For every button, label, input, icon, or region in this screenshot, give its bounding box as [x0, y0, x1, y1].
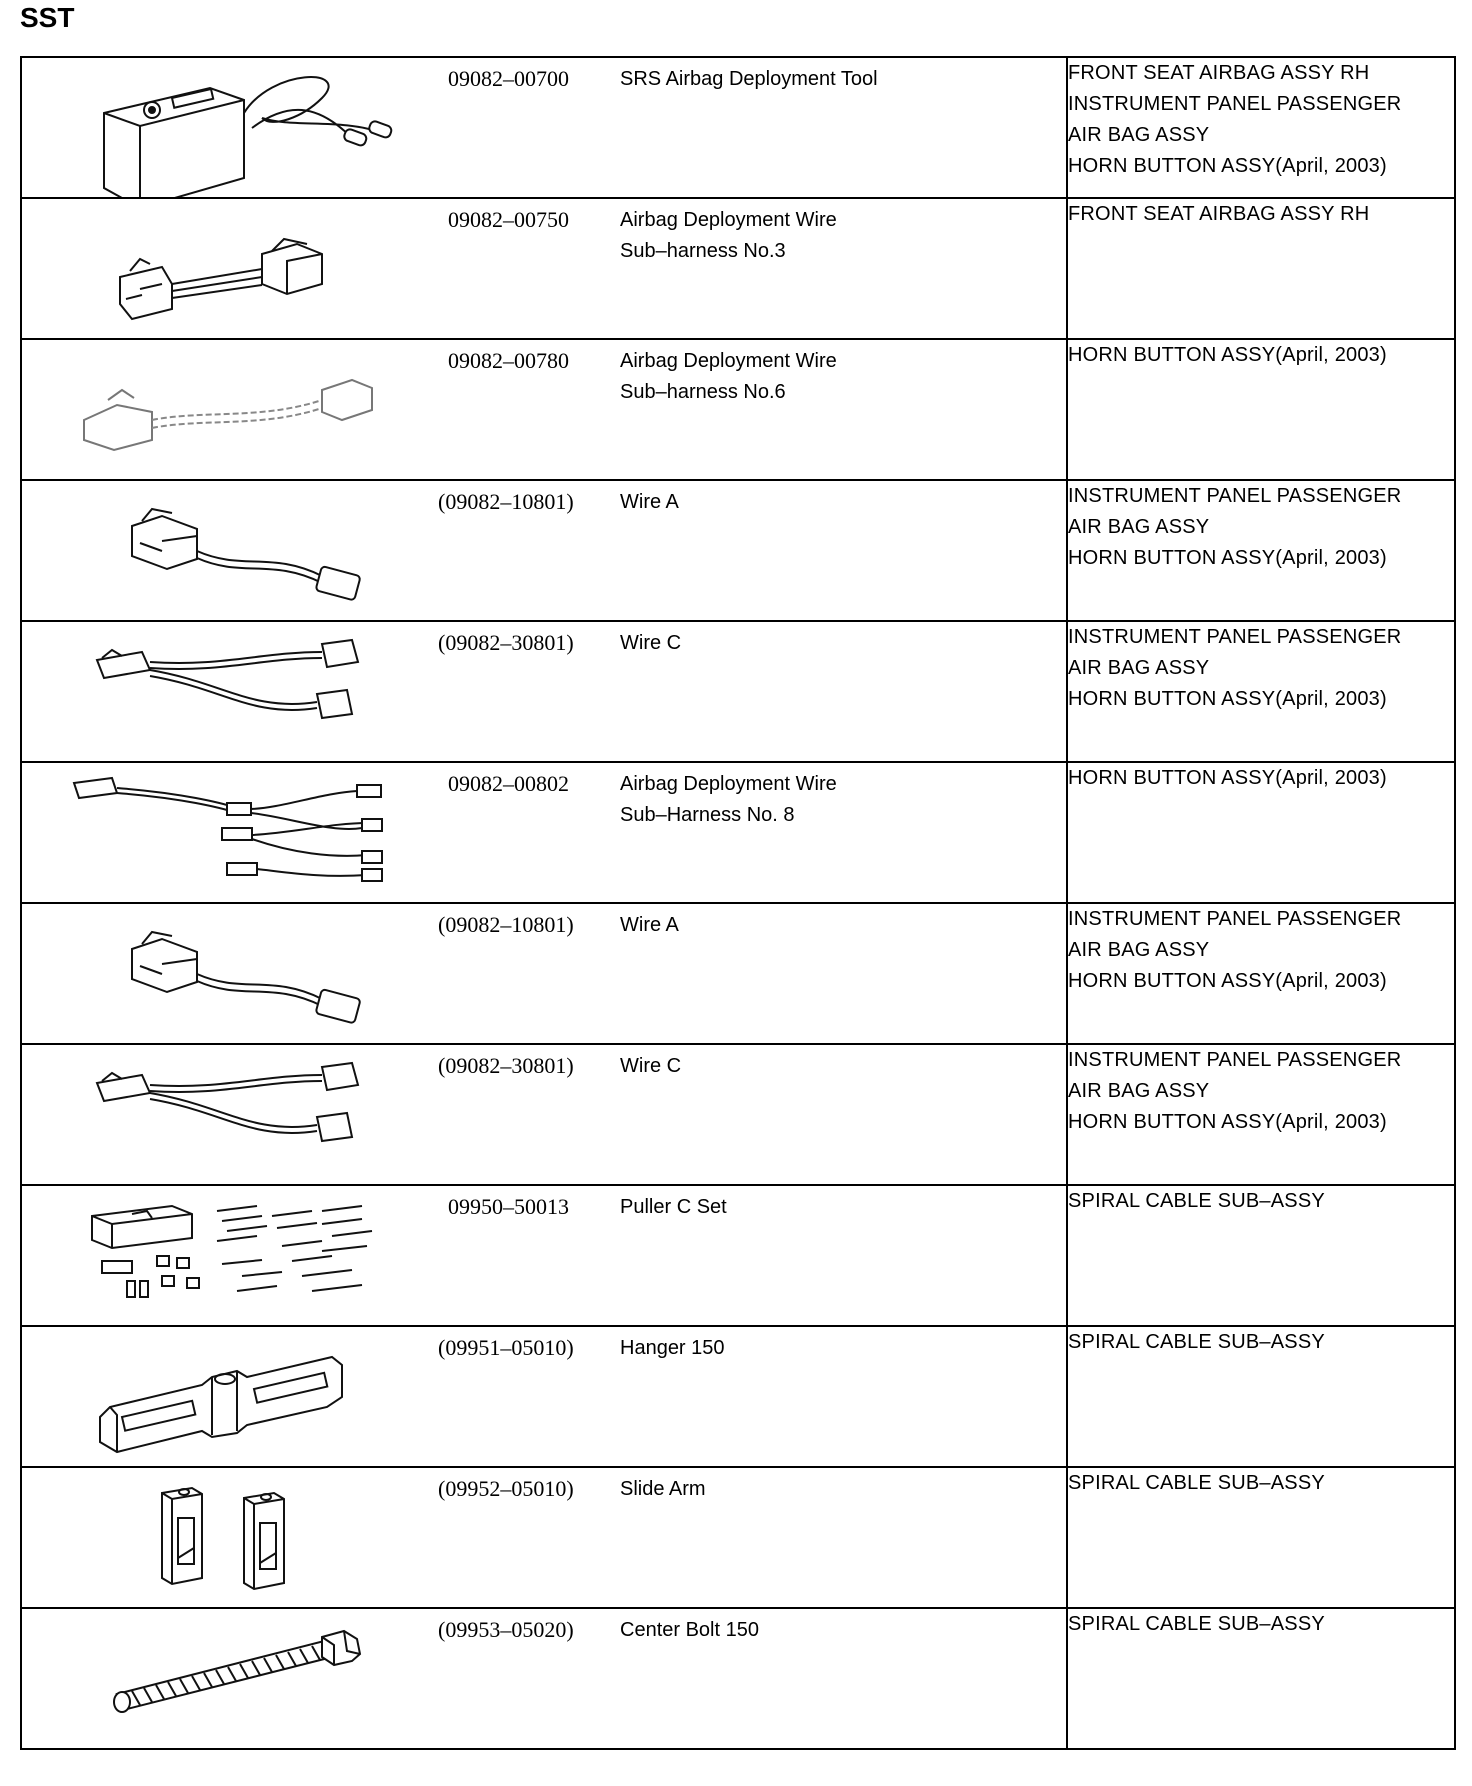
- tool-cell: [21, 57, 1067, 198]
- wire-c-illustration: [22, 1045, 442, 1184]
- application-item: FRONT SEAT AIRBAG ASSY RH: [1068, 62, 1370, 84]
- tool-name: [620, 1051, 1060, 1082]
- applications-cell: [1067, 480, 1455, 621]
- tool-cell: [21, 480, 1067, 621]
- application-item: AIR BAG ASSY: [1068, 657, 1210, 679]
- application-item: AIR BAG ASSY: [1068, 1080, 1210, 1102]
- part-number: 09082–00750: [448, 207, 569, 232]
- tool-name-line: Airbag Deployment Wire: [620, 773, 837, 795]
- applications-cell: [1067, 762, 1455, 903]
- application-item: INSTRUMENT PANEL PASSENGER: [1068, 626, 1402, 648]
- application-item: FRONT SEAT AIRBAG ASSY RH: [1068, 203, 1370, 225]
- table-row: [21, 621, 1455, 762]
- table-row: [21, 480, 1455, 621]
- table-row: [21, 903, 1455, 1044]
- tool-cell: [21, 1467, 1067, 1608]
- tool-name-line: SRS Airbag Deployment Tool: [620, 68, 878, 90]
- application-item: INSTRUMENT PANEL PASSENGER: [1068, 1049, 1402, 1071]
- part-number: (09952–05010): [438, 1476, 574, 1501]
- part-number: 09082–00802: [448, 771, 569, 796]
- applications-cell: [1067, 1326, 1455, 1467]
- application-item: HORN BUTTON ASSY(April, 2003): [1068, 970, 1387, 992]
- tool-name-line: Wire A: [620, 491, 679, 513]
- tool-name-line: Puller C Set: [620, 1196, 727, 1218]
- part-number: (09951–05010): [438, 1335, 574, 1360]
- table-row: [21, 1044, 1455, 1185]
- application-item: HORN BUTTON ASSY(April, 2003): [1068, 1111, 1387, 1133]
- applications-cell: [1067, 1608, 1455, 1749]
- application-item: SPIRAL CABLE SUB–ASSY: [1068, 1331, 1325, 1353]
- application-item: INSTRUMENT PANEL PASSENGER: [1068, 908, 1402, 930]
- tool-name: [620, 628, 1060, 659]
- applications-cell: [1067, 1044, 1455, 1185]
- tool-name-line: Slide Arm: [620, 1478, 706, 1500]
- tool-cell: [21, 1185, 1067, 1326]
- sub-harness-no6-illustration: [22, 340, 442, 479]
- wire-c-illustration: [22, 622, 442, 761]
- tool-name: [620, 205, 1060, 267]
- tool-name-line: Sub–Harness No. 8: [620, 804, 795, 826]
- application-item: SPIRAL CABLE SUB–ASSY: [1068, 1190, 1325, 1212]
- application-item: HORN BUTTON ASSY(April, 2003): [1068, 547, 1387, 569]
- application-item: HORN BUTTON ASSY(April, 2003): [1068, 155, 1387, 177]
- tool-name-line: Wire C: [620, 632, 682, 654]
- table-row: [21, 339, 1455, 480]
- application-item: HORN BUTTON ASSY(April, 2003): [1068, 767, 1387, 789]
- tool-cell: [21, 1326, 1067, 1467]
- tool-name-line: Airbag Deployment Wire: [620, 350, 837, 372]
- sub-harness-no3-illustration: [22, 199, 442, 338]
- tool-name-line: Center Bolt 150: [620, 1619, 759, 1641]
- tool-name: [620, 769, 1060, 831]
- applications-cell: [1067, 198, 1455, 339]
- application-item: HORN BUTTON ASSY(April, 2003): [1068, 344, 1387, 366]
- application-item: INSTRUMENT PANEL PASSENGER: [1068, 485, 1402, 507]
- tool-name: [620, 1474, 1060, 1505]
- tool-name: [620, 346, 1060, 408]
- application-item: SPIRAL CABLE SUB–ASSY: [1068, 1613, 1325, 1635]
- tool-name-line: Sub–harness No.3: [620, 240, 786, 262]
- application-item: SPIRAL CABLE SUB–ASSY: [1068, 1472, 1325, 1494]
- tool-name: [620, 1615, 1060, 1646]
- sst-table: [20, 56, 1456, 1750]
- applications-cell: [1067, 1185, 1455, 1326]
- applications-cell: [1067, 621, 1455, 762]
- tool-name: [620, 910, 1060, 941]
- wire-a-illustration: [22, 481, 442, 620]
- applications-cell: [1067, 1467, 1455, 1608]
- tool-cell: [21, 903, 1067, 1044]
- application-item: INSTRUMENT PANEL PASSENGER: [1068, 93, 1402, 115]
- table-row: [21, 1467, 1455, 1608]
- table-row: [21, 198, 1455, 339]
- part-number: (09082–30801): [438, 630, 574, 655]
- tool-name-line: Wire C: [620, 1055, 682, 1077]
- application-item: HORN BUTTON ASSY(April, 2003): [1068, 688, 1387, 710]
- tool-cell: [21, 1608, 1067, 1749]
- wire-a-illustration: [22, 904, 442, 1043]
- tool-cell: [21, 339, 1067, 480]
- table-row: [21, 1608, 1455, 1749]
- tool-name-line: Sub–harness No.6: [620, 381, 786, 403]
- part-number: (09082–10801): [438, 912, 574, 937]
- hanger-150-illustration: [22, 1327, 442, 1466]
- table-row: [21, 57, 1455, 198]
- applications-cell: [1067, 903, 1455, 1044]
- part-number: (09953–05020): [438, 1617, 574, 1642]
- applications-cell: [1067, 339, 1455, 480]
- application-item: AIR BAG ASSY: [1068, 516, 1210, 538]
- part-number: 09082–00700: [448, 66, 569, 91]
- table-row: [21, 1326, 1455, 1467]
- sub-harness-no8-illustration: [22, 763, 442, 902]
- tool-name: [620, 1333, 1060, 1364]
- table-row: [21, 762, 1455, 903]
- applications-cell: [1067, 57, 1455, 198]
- tool-name-line: Wire A: [620, 914, 679, 936]
- tool-name: [620, 1192, 1060, 1223]
- tool-name: [620, 64, 1060, 95]
- part-number: (09082–30801): [438, 1053, 574, 1078]
- tool-cell: [21, 1044, 1067, 1185]
- part-number: 09950–50013: [448, 1194, 569, 1219]
- tool-name-line: Hanger 150: [620, 1337, 725, 1359]
- application-item: AIR BAG ASSY: [1068, 939, 1210, 961]
- tool-name-line: Airbag Deployment Wire: [620, 209, 837, 231]
- tool-cell: [21, 621, 1067, 762]
- table-row: [21, 1185, 1455, 1326]
- application-item: AIR BAG ASSY: [1068, 124, 1210, 146]
- tool-cell: [21, 198, 1067, 339]
- slide-arm-illustration: [22, 1468, 442, 1607]
- tool-cell: [21, 762, 1067, 903]
- puller-c-set-illustration: [22, 1186, 442, 1325]
- tool-name: [620, 487, 1060, 518]
- page-title: SST: [20, 2, 75, 33]
- part-number: 09082–00780: [448, 348, 569, 373]
- part-number: (09082–10801): [438, 489, 574, 514]
- deployment-tool-illustration: [22, 58, 442, 197]
- center-bolt-150-illustration: [22, 1609, 442, 1748]
